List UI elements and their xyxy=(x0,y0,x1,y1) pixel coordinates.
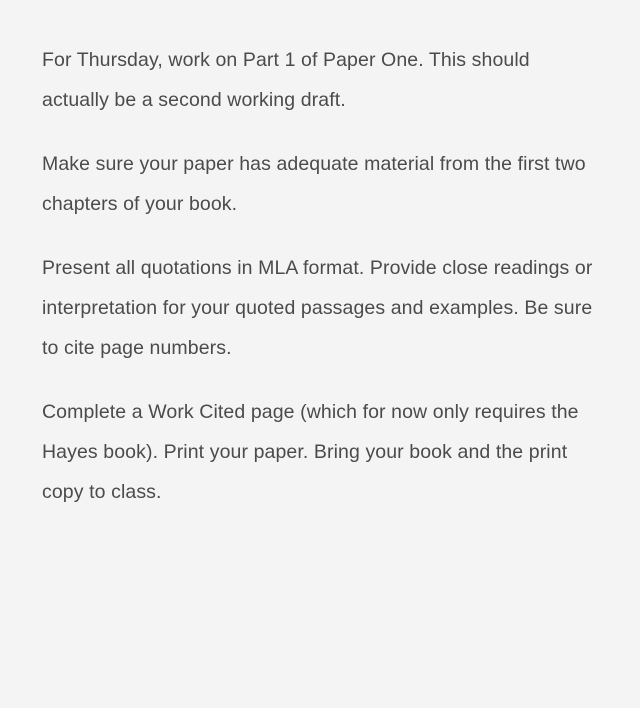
paragraph-4: Complete a Work Cited page (which for now only requires the Hayes book). Print your paper. Bring your book and the print copy to class. xyxy=(42,401,579,503)
paragraph-3: Present all quotations in MLA format. Provide close readings or interpretation for your quoted passages and examples. Be sure to cite page numbers. xyxy=(42,257,593,359)
paragraph-1: For Thursday, work on Part 1 of Paper One. This should actually be a second working draft. xyxy=(42,49,530,111)
paragraph-2: Make sure your paper has adequate material from the first two chapters of your book. xyxy=(42,153,586,215)
